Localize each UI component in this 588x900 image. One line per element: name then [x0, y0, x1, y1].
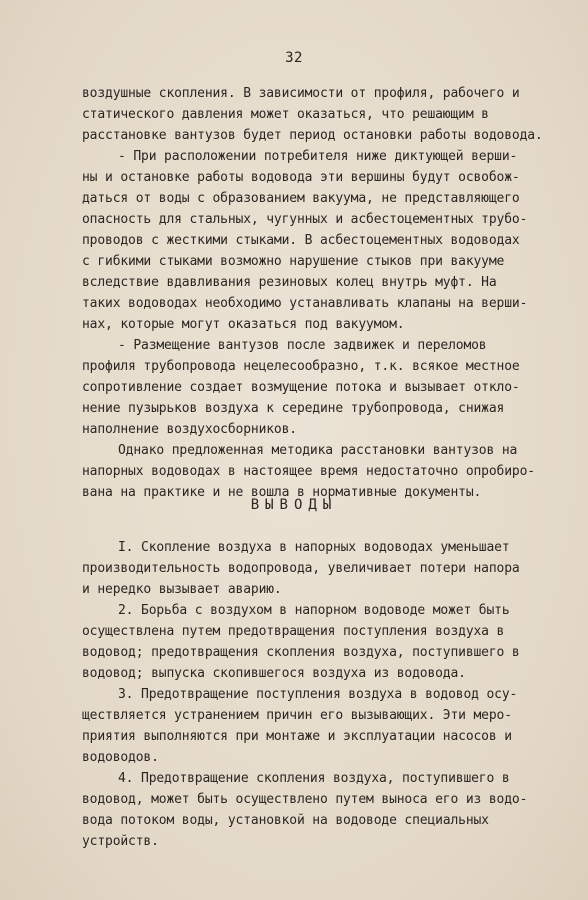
text-line: нение пузырьков воздуха к середине трубопровода, снижая [82, 401, 505, 416]
text-line: с гибкими стыками возможно нарушение стыков при вакууме [82, 254, 505, 269]
text-line: I. Скопление воздуха в напорных водоводах уменьшает [118, 540, 510, 555]
text-line: статического давления может оказаться, что решающим в [82, 107, 489, 122]
text-line: 2. Борьба с воздухом в напорном водоводе может быть [118, 603, 510, 618]
text-line: 4. Предотвращение скопления воздуха, поступившего в [118, 771, 510, 786]
text-line: расстановке вантузов будет период остановки работы водовода. [82, 128, 543, 143]
text-line: вода потоком воды, установкой на водоводе специальных [82, 813, 489, 828]
page-number: 32 [285, 50, 303, 66]
text-line: Однако предложенная методика расстановки вантузов на [118, 443, 518, 458]
text-line: производительность водопровода, увеличивает потери напора [82, 561, 520, 576]
text-line: ществляется устранением причин его вызывающих. Эти меро- [82, 708, 512, 723]
text-line: осуществлена путем предотвращения поступления воздуха в [82, 624, 505, 639]
text-line: опасность для стальных, чугунных и асбестоцементных трубо- [82, 212, 528, 227]
text-line: устройств. [82, 834, 159, 849]
text-line: водовод; выпуска скопившегося воздуха из водовода. [82, 666, 466, 681]
text-line: таких водоводах необходимо устанавливать клапаны на верши- [82, 296, 528, 311]
text-line: - Размещение вантузов после задвижек и переломов [118, 338, 487, 353]
text-line: сопротивление создает возмущение потока и вызывает откло- [82, 380, 520, 395]
section-heading: ВЫВОДЫ [250, 497, 338, 513]
text-line: профиля трубопровода нецелесообразно, т.к. всякое местное [82, 359, 520, 374]
text-line: - При расположении потребителя ниже диктующей верши- [118, 149, 518, 164]
text-line: нах, которые могут оказаться под вакуумом. [82, 317, 405, 332]
text-line: водовод, может быть осуществлено путем выноса его из водо- [82, 792, 528, 807]
text-line: даться от воды с образованием вакуума, не представляющего [82, 191, 520, 206]
text-line: напорных водоводах в настоящее время недостаточно опробиро- [82, 464, 535, 479]
text-line: ны и остановке работы водовода эти вершины будут освобож- [82, 170, 520, 185]
text-line: и нередко вызывает аварию. [82, 582, 282, 597]
text-line: 3. Предотвращение поступления воздуха в водовод осу- [118, 687, 518, 702]
text-line: водовод; предотвращения скопления воздуха, поступившего в [82, 645, 520, 660]
text-line: вана на практике и не вошла в нормативные документы. [82, 485, 482, 500]
text-line: водоводов. [82, 750, 159, 765]
text-line: наполнение воздухосборников. [82, 422, 297, 437]
text-line: проводов с жесткими стыками. В асбестоцементных водоводах [82, 233, 520, 248]
text-line: приятия выполняются при монтаже и эксплуатации насосов и [82, 729, 512, 744]
text-line: вследствие вдавливания резиновых колец внутрь муфт. На [82, 275, 497, 290]
text-line: воздушные скопления. В зависимости от профиля, рабочего и [82, 86, 520, 101]
